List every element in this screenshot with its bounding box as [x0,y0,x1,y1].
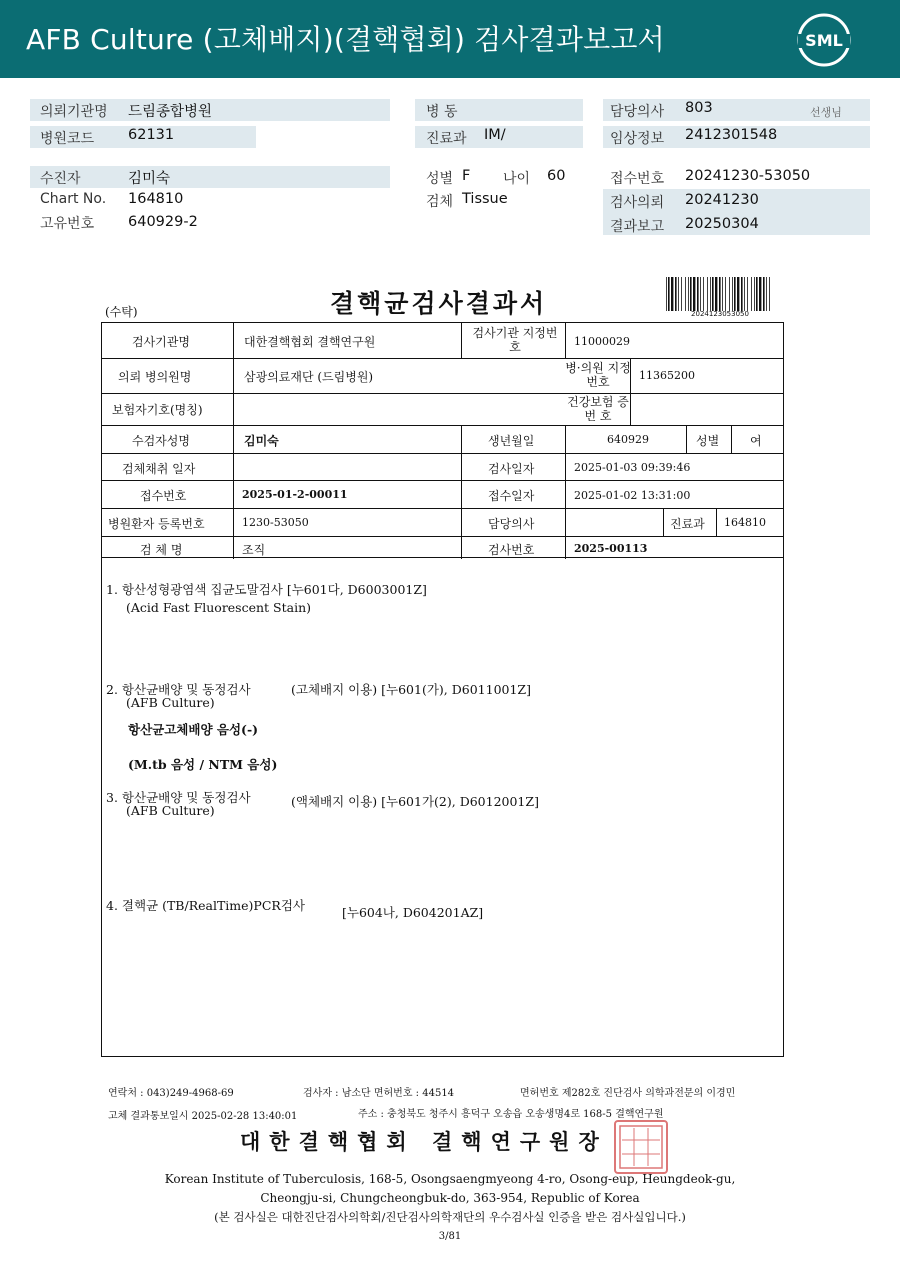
sex-label: 성별 [426,171,454,187]
logo-text: SML [805,31,843,50]
unique: 640929-2 [128,214,198,230]
item3-sub: (AFB Culture) [126,803,215,818]
dept-label: 진료과 [426,131,467,147]
page-title: AFB Culture (고체배지)(결핵협회) 검사결과보고서 [26,23,665,56]
patient-name: 김미숙 [244,434,279,448]
test-org-id: 11000029 [574,335,630,348]
test-org: 대한결핵협회 결핵연구원 [244,335,376,349]
item2-sub: (AFB Culture) [126,695,215,710]
dob: 640929 [607,433,649,446]
barcode-icon [665,277,775,311]
collect-date-label: 검체채취 일자 [122,462,196,476]
age-label: 나이 [503,171,531,187]
ward-label: 병 동 [426,104,458,120]
item3-title-a: 3. 항산균배양 및 동정검사 [106,790,251,805]
table-dept: 164810 [724,516,766,529]
unique-label: 고유번호 [40,216,95,232]
specimen-label: 검체 [426,194,454,210]
receipt: 20241230-53050 [685,168,811,184]
health-ins-label: 건강보험 증 번 호 [567,395,629,423]
hospital-code: 62131 [128,127,175,143]
item2-result2: (M.tb 음성 / NTM 음성) [128,757,278,772]
info-table [101,322,784,558]
table-sex-label: 성별 [696,434,720,448]
item2-title-b: (고체배지 이용) [누601(가), D6011001Z] [291,682,531,697]
patient-name-label: 수검자성명 [132,434,190,448]
receipt-no: 2025-01-2-00011 [242,488,348,501]
req-hospital-label: 의뢰 병의원명 [118,370,192,384]
test-no-label: 검사번호 [488,543,535,557]
patient: 김미숙 [128,171,171,187]
report-title: 결핵균검사결과서 [330,289,548,318]
item4-title: 4. 결핵균 (TB/RealTime)PCR검사 [106,898,305,913]
table-dept-label: 진료과 [670,517,705,531]
header-bar [0,0,900,78]
req-hospital: 삼광의료재단 (드림병원) [244,370,374,384]
receipt-date-label: 접수일자 [488,489,535,503]
item3-title-b: (액체배지 이용) [누601가(2), D6012001Z] [291,794,539,809]
footer-report-time: 고체 결과통보일시 2025-02-28 13:40:01 [108,1111,298,1122]
receipt-label: 접수번호 [610,171,665,187]
sml-logo [796,12,852,68]
footer-contact: 연락처 : 043)249-4968-69 [108,1088,234,1099]
clinical-label: 임상정보 [610,131,665,147]
doctor: 803 [685,100,713,116]
footer-license: 면허번호 제282호 진단검사 의학과전문의 이경민 [520,1088,736,1099]
reg-no-label: 병원환자 등록번호 [108,517,205,531]
table-specimen-label: 검 체 명 [140,543,183,557]
official-seal-icon [614,1120,668,1174]
clinical: 2412301548 [685,127,778,143]
report-label: 결과보고 [610,219,665,235]
page-number: 3/81 [438,1231,462,1242]
hospital-id-label: 병·의원 지정번호 [565,361,631,389]
receipt-date: 2025-01-02 13:31:00 [574,489,691,502]
item2-title-a: 2. 항산균배양 및 동정검사 [106,682,251,697]
dob-label: 생년월일 [488,434,535,448]
table-sex: 여 [750,434,762,448]
chart-label: Chart No. [40,191,107,207]
barcode-number: 2024123053050 [691,310,749,318]
test-no: 2025-00113 [574,542,648,555]
item4-code: [누604나, D604201AZ] [342,905,484,920]
suitak-label: (수탁) [105,305,138,319]
test-date: 2025-01-03 09:39:46 [574,461,691,474]
doctor-label: 담당의사 [610,104,665,120]
hospital-code-label: 병원코드 [40,131,95,147]
hospital-id: 11365200 [639,369,695,382]
institution-name: 대한결핵협회 결핵연구원장 [240,1129,608,1154]
footer-eng-address-2: Cheongju-si, Chungcheongbuk-do, 363-954, Republic of Korea [260,1191,640,1205]
requesting-org: 드림종합병원 [128,104,213,120]
footer-tester: 검사자 : 남소단 면허번호 : 44514 [303,1088,455,1099]
doctor-suffix: 선생님 [810,106,842,119]
table-specimen: 조직 [242,543,266,557]
item1-sub: (Acid Fast Fluorescent Stain) [126,600,312,615]
footer-eng-address-1: Korean Institute of Tuberculosis, 168-5, Osongsaengmyeong 4-ro, Osong-eup, Heungdeok-gu, [164,1172,736,1186]
request-label: 검사의뢰 [610,195,665,211]
info-row-patient [30,166,390,188]
sex: F [462,168,471,184]
test-date-label: 검사일자 [488,462,535,476]
specimen: Tissue [462,191,508,207]
patient-label: 수진자 [40,171,81,187]
table-doctor-label: 담당의사 [488,517,535,531]
item2-result1: 항산균고체배양 음성(-) [128,722,259,737]
chart: 164810 [128,191,184,207]
reg-no: 1230-53050 [242,516,309,529]
request: 20241230 [685,192,759,208]
item1-title: 1. 항산성형광염색 집균도말검사 [누601다, D6003001Z] [106,582,427,597]
test-org-label: 검사기관명 [132,335,190,349]
requesting-org-label: 의뢰기관명 [40,104,108,120]
receipt-no-label: 접수번호 [140,489,187,503]
footer-address: 주소 : 충청북도 청주시 흥덕구 오송읍 오송생명4로 168-5 결핵연구원 [358,1109,664,1120]
dept: IM/ [484,127,506,143]
age: 60 [547,168,566,184]
insurer-label: 보험자기호(명칭) [112,403,203,417]
report: 20250304 [685,216,759,232]
test-org-id-label: 검사기관 지정번호 [472,326,558,354]
footer-certification: (본 검사실은 대한진단검사의학회/진단검사의학재단의 우수검사실 인증을 받은 검사실입니다.) [214,1210,686,1224]
